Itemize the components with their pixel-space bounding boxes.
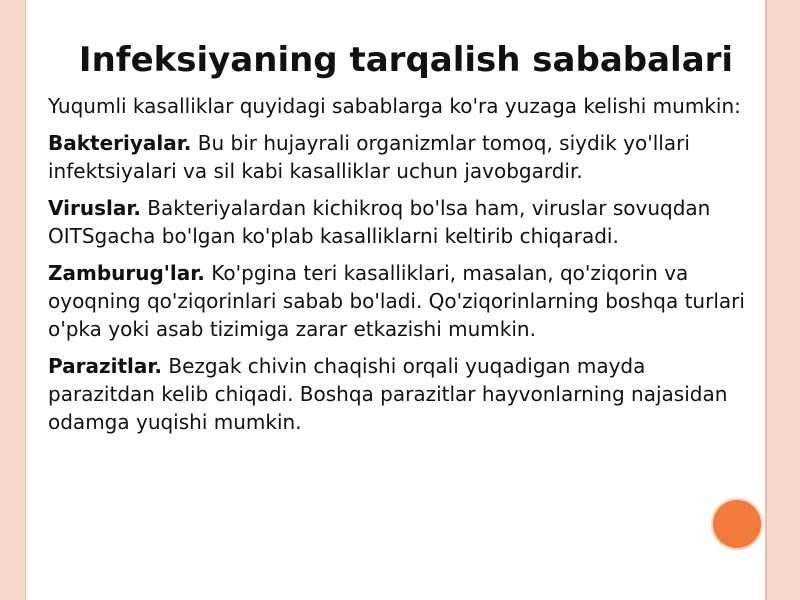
slide-left-border [25, 0, 26, 600]
decorative-circle-icon [713, 500, 761, 548]
parasites-term: Parazitlar. [48, 354, 162, 378]
bacteria-term: Bakteriyalar. [48, 131, 192, 155]
fungi-paragraph [48, 259, 748, 343]
intro-paragraph: Yuqumli kasalliklar quyidagi sabablarga ko'ra yuzaga kelishi mumkin: [48, 94, 741, 118]
bacteria-paragraph [48, 129, 748, 185]
fungi-text: Ko'pgina teri kasalliklari, masalan, qo'ziqorin va oyoqning qo'ziqorinlari sabab bo'ladi. Qo'ziqorinlarning boshqa turlari o'pka yoki asab tizimiga zarar etkazishi mumkin. [48, 261, 745, 341]
viruses-text: Bakteriyalardan kichikroq bo'lsa ham, viruslar sovuqdan OITSgacha bo'lgan ko'plab kasalliklarni keltirib chiqaradi. [48, 196, 711, 248]
slide-right-border [765, 0, 767, 600]
parasites-paragraph [48, 352, 748, 436]
fungi-term: Zamburug'lar. [48, 261, 205, 285]
slide-body [48, 92, 748, 445]
slide-title: Infeksiyaning tarqalish sababalari [78, 40, 734, 80]
bacteria-text: Bu bir hujayrali organizmlar tomoq, siydik yo'llari infektsiyalari va sil kabi kasalliklar uchun javobgardir. [48, 131, 690, 183]
viruses-term: Viruslar. [48, 196, 141, 220]
viruses-paragraph [48, 194, 748, 250]
slide [26, 0, 765, 600]
parasites-text: Bezgak chivin chaqishi orqali yuqadigan mayda parazitdan kelib chiqadi. Boshqa parazitlar hayvonlarning najasidan odamga yuqishi mumkin. [48, 354, 728, 434]
